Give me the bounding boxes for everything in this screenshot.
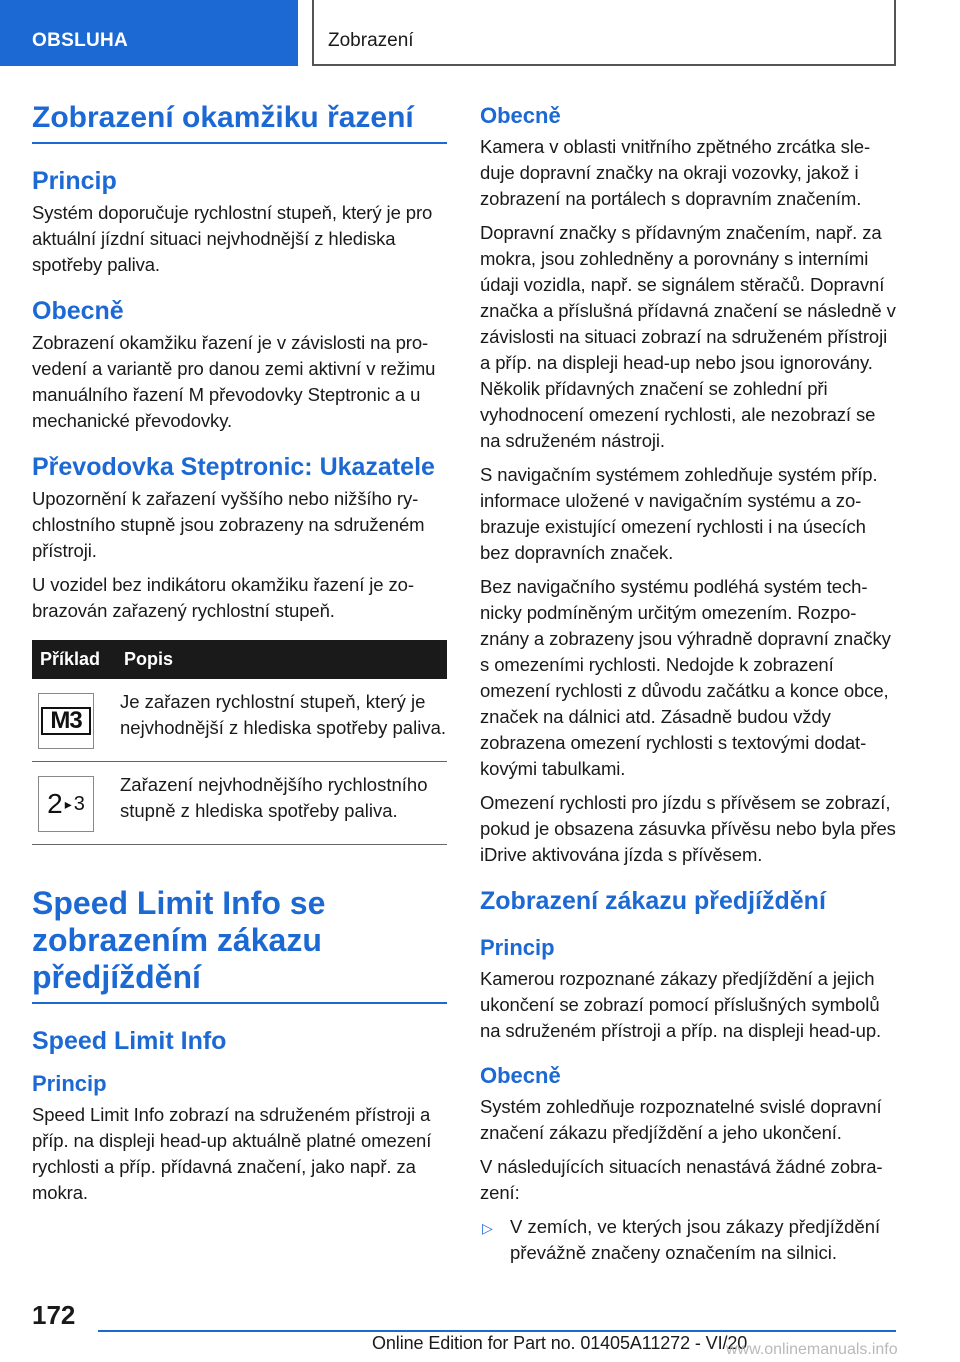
- chapter-tab: Zobrazení: [312, 0, 896, 66]
- left-column: [32, 100, 447, 1214]
- gear-m3-icon: [38, 693, 94, 749]
- text-obecne: Zobrazení okamžiku řazení je v závislosti na provedení a variantě pro danou zemi aktivní v režimu manuálního řazení M převodovky Steptronic a u mechanické převodovky.: [32, 332, 436, 431]
- table-cell-text: Zařazení nejvhodnějšího rychlostního stupně z hlediska spotřeby paliva.: [116, 762, 447, 845]
- heading-sli-princip: Princip: [32, 1071, 107, 1096]
- table-cell-text: Je zařazen rychlostní stupeň, který je nejvhodnější z hlediska spotřeby paliva.: [116, 679, 447, 762]
- text-sli-princip: Speed Limit Info zobrazí na sdruženém přístroji a příp. na displeji head-up aktuálně platné omezení rychlosti a příp. přídavná značení, jako např. za mokra.: [32, 1104, 432, 1203]
- shift-to-gear: 3: [73, 793, 85, 815]
- footer-edition: Online Edition for Part no. 01405A11272 - VI/20: [372, 1333, 748, 1353]
- table-cell-icon: [32, 679, 116, 762]
- text-right-obecne-1: Kamera v oblasti vnitřního zpětného zrcátka sleduje dopravní značky na okraji vozovky, jakož i zobrazení na portálech s dopravním značením.: [480, 136, 871, 209]
- shift-up-glyph: [47, 788, 85, 819]
- text-overtake-princip: Kamerou rozpoznané zákazy předjíždění a jejich ukončení se zobrazí pomocí příslušných symbolů na sdruženém přístroji a příp. na displeji head-up.: [480, 968, 882, 1041]
- heading-overtake-obecne: Obecně: [480, 1063, 561, 1088]
- table-row: [32, 679, 447, 762]
- table-row: [32, 762, 447, 845]
- text-princip: Systém doporučuje rychlostní stupeň, který je pro aktuální jízdní situaci nejvhodnější z hlediska spotřeby paliva.: [32, 202, 433, 275]
- heading-overtake-princip: Princip: [480, 935, 555, 960]
- section-princip: [32, 166, 447, 278]
- text-right-obecne-2: Dopravní značky s přídavným značením, např. za mokra, jsou zohledněny a porovnány s interními údaji vozidla, např. se signálem stěračů. Dopravní značka a příslušná přídavná značení se následně v závislosti na situaci zobrazí na sdruženém přístroji a příp. na displeji head-up nebo jsou ignorovány. Několik přídavných značení se zohlední při vyhodnocení omezení rychlosti, ale nezobrazí se na sdruženém nástroji.: [480, 222, 896, 451]
- page-title: Zobrazení okamžiku řazení: [32, 101, 414, 134]
- text-steptronic-2: U vozidel bez indikátoru okamžiku řazení je zobrazován zařazený rychlostní stupeň.: [32, 574, 415, 621]
- watermark: www.onlinemanuals.info: [726, 1341, 898, 1358]
- section-title-speed-limit: Speed Limit Info se zobrazením zákazu předjíždění: [32, 885, 326, 995]
- heading-obecne: Obecně: [32, 297, 124, 325]
- shift-up-icon: [38, 776, 94, 832]
- page-number: 172: [32, 1300, 76, 1330]
- heading-steptronic: Převodovka Steptronic: Ukazatele: [32, 453, 435, 481]
- speed-title-block: [32, 885, 447, 1004]
- col-header-description: Popis: [116, 640, 447, 679]
- text-overtake-obecne-1: Systém zohledňuje rozpoznatelné svislé dopravní značení zákazu předjíždění a jeho ukončení.: [480, 1096, 882, 1143]
- section-overtake: [480, 886, 898, 1266]
- table-header-row: [32, 640, 447, 679]
- list-item: [480, 1214, 898, 1266]
- shift-arrow-icon: ▸: [64, 796, 72, 812]
- table-cell-icon: [32, 762, 116, 845]
- heading-right-obecne: Obecně: [480, 103, 561, 128]
- section-steptronic: [32, 452, 447, 624]
- heading-overtake: Zobrazení zákazu předjíždění: [480, 887, 826, 915]
- right-column: [480, 102, 898, 1266]
- text-right-obecne-4: Bez navigačního systému podléhá systém technicky podmíněným určitým omezením. Rozpoznány a zobrazeny jsou výhradně dopravní značky s omezeními rychlosti. Nedojde k zobrazení omezení rychlosti z důvodu začátku a konce obce, značek na dálnici atd. Zásadně budou vždy zobrazena omezení rychlosti s textovými dodatkovými tabulkami.: [480, 576, 891, 779]
- legend-table: [32, 640, 447, 845]
- shift-from-gear: 2: [47, 788, 63, 819]
- heading-princip: Princip: [32, 167, 117, 195]
- section-obecne: [32, 296, 447, 434]
- gear-m3-label: M3: [41, 707, 91, 735]
- text-right-obecne-3: S navigačním systémem zohledňuje systém příp. informace uložené v navigačním systému a zobrazuje existující omezení rychlosti i na úsecích bez dopravních značek.: [480, 464, 878, 563]
- text-overtake-obecne-2: V následujících situacích nenastává žádné zobrazení:: [480, 1156, 883, 1203]
- triangle-bullet-icon: ▷: [482, 1220, 493, 1236]
- text-steptronic-1: Upozornění k zařazení vyššího nebo nižšího rychlostního stupně jsou zobrazeny na sdruženém přístroji.: [32, 488, 425, 561]
- footer-rule: [98, 1330, 896, 1332]
- title-block: [32, 100, 447, 144]
- section-speed-limit-info: [32, 1026, 447, 1206]
- col-header-example: Příklad: [32, 640, 116, 679]
- text-right-obecne-5: Omezení rychlosti pro jízdu s přívěsem se zobrazí, pokud je obsazena zásuvka přívěsu nebo byla přes iDrive aktivována jízda s přívěsem.: [480, 792, 896, 865]
- section-right-obecne: [480, 102, 898, 868]
- bullet-text: V zemích, ve kterých jsou zákazy předjíždění převážně značeny označením na silnici.: [510, 1216, 881, 1263]
- section-tab: OBSLUHA: [0, 0, 298, 66]
- heading-speed-limit-info: Speed Limit Info: [32, 1027, 227, 1055]
